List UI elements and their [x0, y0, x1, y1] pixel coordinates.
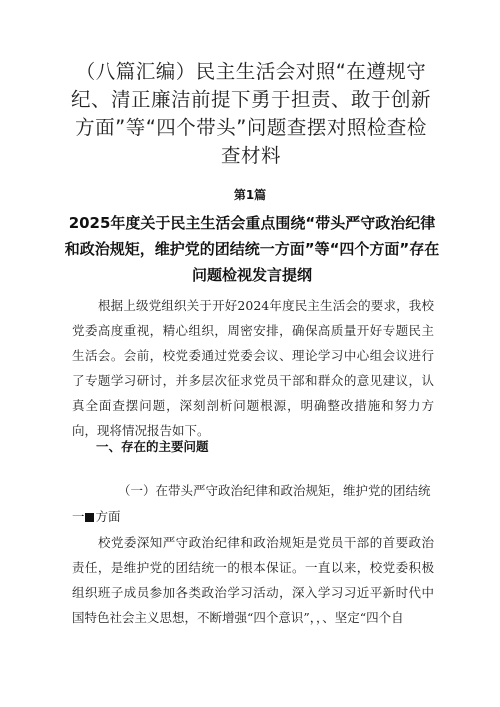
section-number: 第1篇 [233, 188, 267, 202]
document-title: （八篇汇编）民主生活会对照“在遵规守纪、清正廉洁前提下勇于担责、敢于创新方面”等“四个带头”问题查摆对照检查检查材料 [70, 60, 431, 167]
subheading-political-discipline [72, 478, 434, 530]
heading-main-problems: 一、存在的主要问题 [96, 439, 209, 454]
subheading-text: （一）在带头严守政治纪律和政治规矩，维护党的团结统一 [72, 483, 431, 524]
section-title: 2025年度关于民主生活会重点围绕“带头严守政治纪律和政治规矩，维护党的团结统一方面”等“四个方面”存在问题检视发言提纲 [64, 214, 440, 284]
paragraph-political-responsibility: 校党委深知严守政治纪律和政治规矩是党员干部的首要政治责任，是维护党的团结统一的根本保证。一直以来，校党委积极组织班子成员参加各类政治学习活动，深入学习习近平新时代中国特色社会主义思想，不断增强“四个意识”，，、坚定“四个自 [72, 535, 434, 625]
square-bullet-icon [85, 513, 94, 522]
subheading-tail: 方面 [95, 509, 121, 524]
intro-paragraph: 根据上级党组织关于开好2024年度民主生活会的要求，我校党委高度重视，精心组织，周密安排，确保高质量开好专题民主生活会。会前，校党委通过党委会议、理论学习中心组会议进行了专题学习研讨，并多层次征求党员干部和群众的意见建议，认真全面查摆问题，深刻剖析问题根源，明确整改措施和努力方向，现将情况报告如下。 [72, 298, 434, 438]
